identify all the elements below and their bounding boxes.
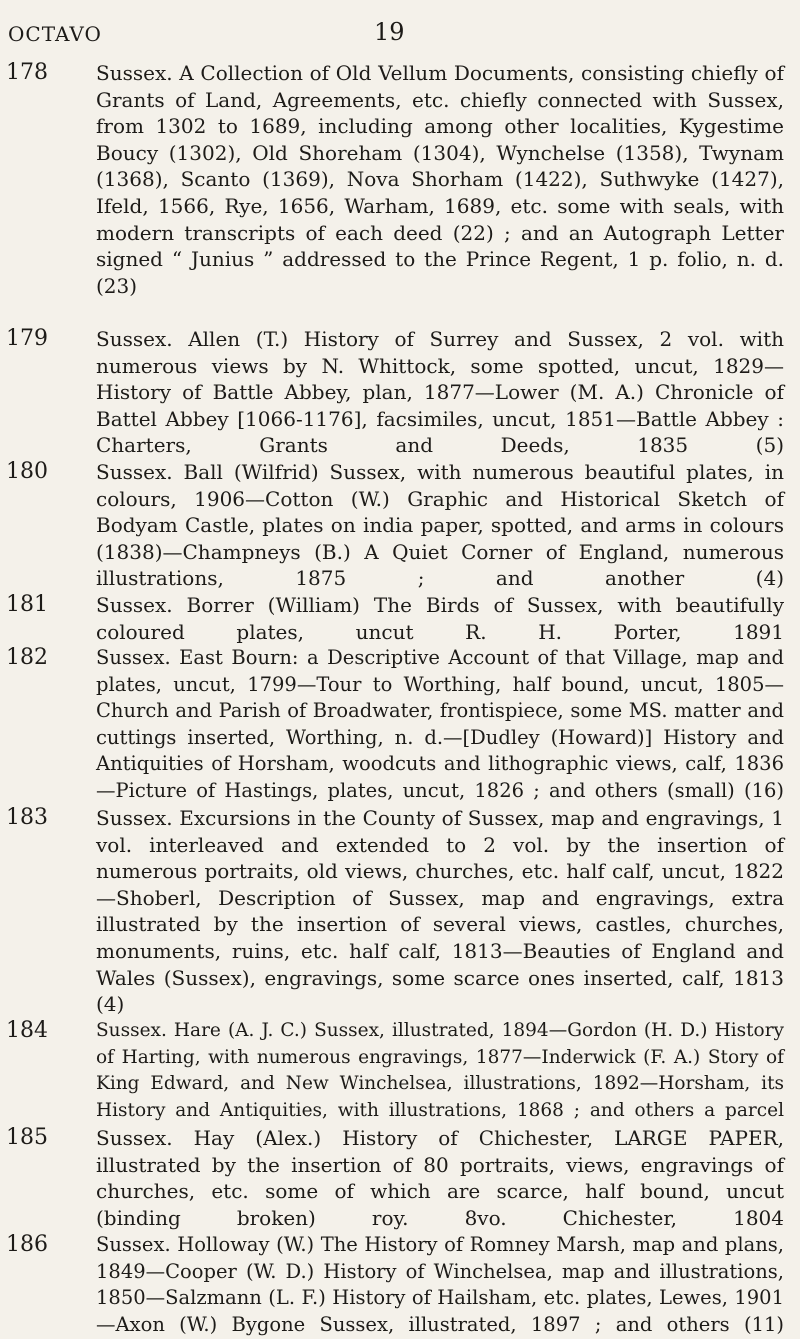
section-title: OCTAVO — [8, 22, 102, 46]
lot-number: 184 — [6, 1018, 48, 1043]
lot-number: 183 — [6, 805, 48, 830]
lot-description: Sussex. Holloway (W.) The History of Romney Marsh, map and plans, 1849—Cooper (W. D.) History of Winchelsea, map and illustrations, 1850—Salzmann (L. F.) History of Hailsham, etc. plates, Lewes, 1901—Axon (W.) Bygone Sussex, illustrated, 1897 ; and others (11) — [96, 1233, 784, 1336]
page-number: 19 — [374, 18, 405, 46]
lot-description: Sussex. Borrer (William) The Birds of Sussex, with beautifully coloured plates, uncut R. H. Porter, 1891 — [96, 593, 784, 644]
lot-number: 181 — [6, 592, 48, 617]
lot-entry — [0, 592, 800, 645]
lot-entry — [0, 1125, 800, 1232]
lot-entry — [0, 326, 800, 459]
lot-list — [0, 60, 800, 1339]
lot-number: 185 — [6, 1125, 48, 1150]
lot-number: 186 — [6, 1232, 48, 1257]
lot-description: Sussex. Excursions in the County of Sussex, map and engravings, 1 vol. interleaved and extended to 2 vol. by the insertion of numerous portraits, old views, churches, etc. half calf, uncut, 1822—Shoberl, Description of Sussex, map and engravings, extra illustrated by the insertion of several views, castles, churches, monuments, ruins, etc. half calf, 1813—Beauties of England and Wales (Sussex), engravings, some scarce ones inserted, calf, 1813 (4) — [96, 806, 784, 1017]
lot-description: Sussex. A Collection of Old Vellum Documents, consisting chiefly of Grants of Land, Agreements, etc. chiefly connected with Sussex, from 1302 to 1689, including among other localities, Kygestime Boucy (1302), Old Shoreham (1304), Wynchelse (1358), Twynam (1368), Scanto (1369), Nova Shorham (1422), Suthwyke (1427), Ifeld, 1566, Rye, 1656, Warham, 1689, etc. some with seals, with modern transcripts of each deed (22) ; and an Autograph Letter signed “ Junius ” addressed to the Prince Regent, 1 p. folio, n. d. (23) — [96, 61, 784, 298]
page-header — [0, 0, 800, 60]
lot-description: Sussex. Hare (A. J. C.) Sussex, illustrated, 1894—Gordon (H. D.) History of Harting, with numerous engravings, 1877—Inderwick (F. A.) Story of King Edward, and New Winchelsea, illustrations, 1892—Horsham, its History and Antiquities, with illustrations, 1868 ; and others a parcel — [96, 1020, 784, 1121]
lot-entry — [0, 1018, 800, 1125]
lot-number: 182 — [6, 645, 48, 670]
lot-number: 178 — [6, 60, 48, 85]
lot-entry — [0, 459, 800, 592]
lot-entry — [0, 1232, 800, 1339]
lot-entry — [0, 645, 800, 805]
lot-entry — [0, 60, 800, 326]
lot-entry — [0, 805, 800, 1018]
lot-number: 180 — [6, 459, 48, 484]
lot-number: 179 — [6, 326, 48, 351]
lot-description: Sussex. Hay (Alex.) History of Chichester, LARGE PAPER, illustrated by the insertion of 80 portraits, views, engravings of churches, etc. some of which are scarce, half bound, uncut (binding broken) roy. 8vo. Chichester, 1804 — [96, 1126, 784, 1230]
lot-description: Sussex. East Bourn: a Descriptive Account of that Village, map and plates, uncut, 1799—Tour to Worthing, half bound, uncut, 1805—Church and Parish of Broadwater, frontispiece, some MS. matter and cuttings inserted, Worthing, n. d.—[Dudley (Howard)] History and Antiquities of Horsham, woodcuts and lithographic views, calf, 1836—Picture of Hastings, plates, uncut, 1826 ; and others (small) (16) — [96, 646, 784, 802]
lot-description: Sussex. Ball (Wilfrid) Sussex, with numerous beautiful plates, in colours, 1906—Cotton (W.) Graphic and Historical Sketch of Bodyam Castle, plates on india paper, spotted, and arms in colours (1838)—Champneys (B.) A Quiet Corner of England, numerous illustrations, 1875 ; and another (4) — [96, 460, 784, 591]
lot-description: Sussex. Allen (T.) History of Surrey and Sussex, 2 vol. with numerous views by N. Whittock, some spotted, uncut, 1829—History of Battle Abbey, plan, 1877—Lower (M. A.) Chronicle of Battel Abbey [1066-1176], facsimiles, uncut, 1851—Battle Abbey : Charters, Grants and Deeds, 1835 (5) — [96, 327, 784, 458]
